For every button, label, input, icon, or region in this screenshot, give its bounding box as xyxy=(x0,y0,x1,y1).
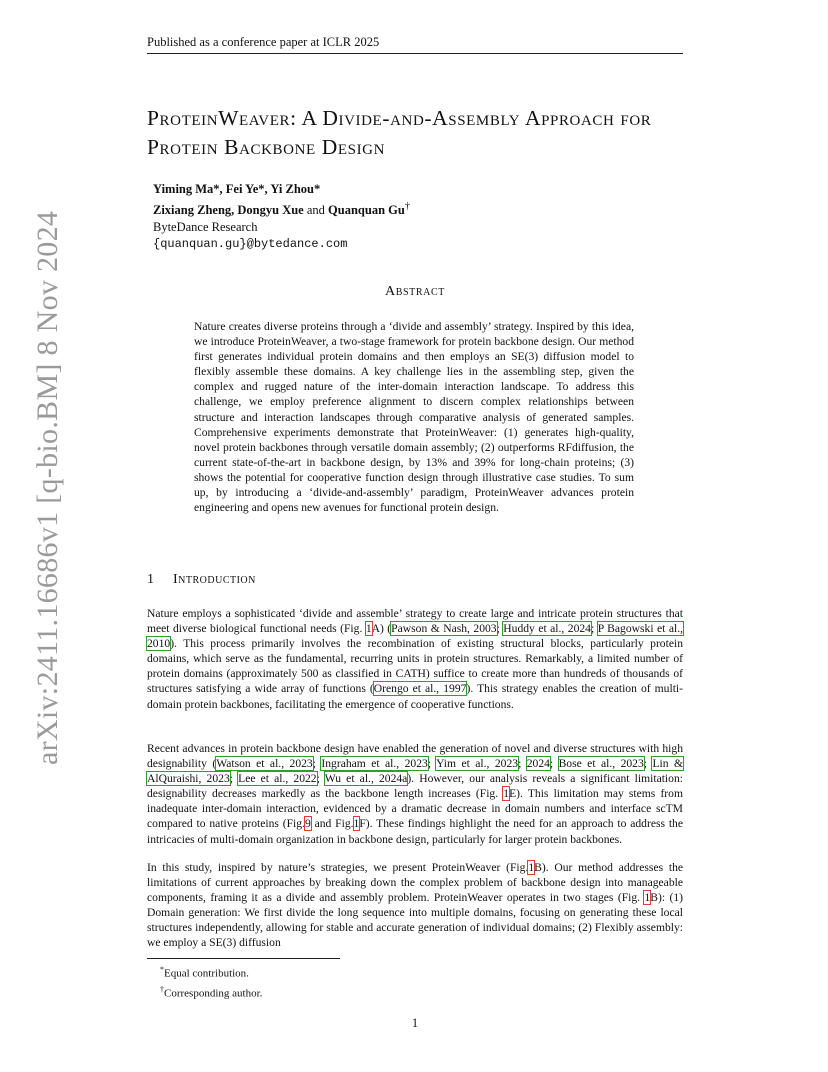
footnote-rule xyxy=(147,958,340,959)
abstract-heading: Abstract xyxy=(385,284,445,299)
figure-link[interactable]: 1 xyxy=(353,817,360,831)
footnote-equal-contribution: *Equal contribution. xyxy=(160,965,249,980)
figure-link[interactable]: 1 xyxy=(365,622,372,636)
section-heading xyxy=(147,572,683,588)
paragraph-2: Recent advances in protein backbone design have enabled the generation of novel and diverse structures with high designability (Watson et al., 2023; Ingraham et al., 2023; Yim et al., 2023; 2024; Bose et al., 2023; Lin & AlQuraishi, 2023; Lee et al., 2022; Wu et al., 2024a). However, our analysis reveals a significant limitation: designability decreases markedly as the backbone length increases (Fig. 1E). This limitation may stems from inadequate inter-domain interaction, evidenced by a dramatic decrease in domain numbers and interface scTM compared to native proteins (Fig.9 and Fig.1F). These findings highlight the need for an approach to address the intricacies of multi-domain organization in backbone design, particularly for larger protein backbones. xyxy=(147,742,683,846)
citation-link[interactable]: Ingraham et al., 2023 xyxy=(321,757,428,771)
citation-link[interactable]: Bose et al., 2023 xyxy=(558,757,644,771)
corresponding-author: Quanquan Gu xyxy=(328,203,405,218)
affiliation: ByteDance Research xyxy=(153,220,258,235)
author-names: Yiming Ma*, Fei Ye*, Yi Zhou* xyxy=(153,182,321,196)
citation-link[interactable]: P Bagowski et al., 2010 xyxy=(147,622,684,651)
author-and: and xyxy=(303,203,329,218)
dagger-mark: † xyxy=(404,201,411,212)
author-block xyxy=(153,181,573,253)
paragraph-1: Nature employs a sophisticated ‘divide and assemble’ strategy to create large and intricate protein structures that meet diverse biological functional needs (Fig. 1A) (Pawson & Nash, 2003; Huddy et al., 2024; P Bagowski et al., 2010). This process primarily involves the recombination of existing structural blocks, particularly protein domains, which serve as the fundamental, recurring units in protein structures. Remarkably, a limited number of protein domains (approximately 500 as classified in CATH) suffice to create more than hundreds of thousands of structures satisfying a wide array of functions (Orengo et al., 1997). This strategy enables the creation of multi-domain protein backbones, facilitating the emergence of cooperative functions. xyxy=(147,607,684,711)
section-number: 1 xyxy=(147,572,155,587)
running-header: Published as a conference paper at ICLR 2025 xyxy=(147,35,380,49)
figure-link[interactable]: 1 xyxy=(528,861,535,874)
header-rule xyxy=(147,53,683,54)
citation-link[interactable]: Yim et al., 2023 xyxy=(436,757,519,771)
page-number: 1 xyxy=(411,1016,419,1030)
citation-link[interactable]: Lin & AlQuraishi, 2023 xyxy=(147,757,683,786)
paper-title: ProteinWeaver: A Divide-and-Assembly Approach for Protein Backbone Design xyxy=(147,106,652,159)
citation-link[interactable]: Huddy et al., 2024 xyxy=(503,622,591,636)
citation-link[interactable]: Wu et al., 2024a xyxy=(324,772,408,786)
citation-link[interactable]: Pawson & Nash, 2003 xyxy=(391,622,497,636)
citation-link[interactable]: Lee et al., 2022 xyxy=(238,772,317,786)
citation-link[interactable]: Watson et al., 2023 xyxy=(216,757,313,771)
paragraph-3: In this study, inspired by nature’s strategies, we present ProteinWeaver (Fig.1B). Our method addresses the limitations of current approaches by breaking down the complex problem of backbone design into manageable components, framing it as a divide and assembly problem. ProteinWeaver operates in two stages (Fig. 1B): (1) Domain generation: We first divide the long sequence into multiple domains, focusing on generating these local structures independently, allowing for stable and accurate generation of individual domains; (2) Flexibly assembly: we employ a SE(3) diffusion xyxy=(147,861,684,950)
arxiv-stamp: arXiv:2411.16686v1 [q-bio.BM] 8 Nov 2024 xyxy=(31,210,64,765)
figure-link[interactable]: 9 xyxy=(304,817,311,831)
citation-link[interactable]: 2024 xyxy=(526,757,550,771)
footnotes xyxy=(160,962,560,1001)
figure-link[interactable]: 1 xyxy=(644,891,651,905)
author-names-2: Zixiang Zheng, Dongyu Xue xyxy=(153,203,304,218)
footnote-corresponding: †Corresponding author. xyxy=(160,984,263,1000)
author-line-2 xyxy=(153,198,573,219)
author-line-1 xyxy=(153,181,573,198)
citation-link[interactable]: Orengo et al., 1997 xyxy=(373,682,467,696)
email: {quanquan.gu}@bytedance.com xyxy=(153,237,348,252)
abstract-text: Nature creates diverse proteins through a ‘divide and assembly’ strategy. Inspired by this idea, we introduce ProteinWeaver, a two-stage framework for protein backbone design. Our method first generates individual protein domains and then employs an SE(3) diffusion model to flexibly assemble these domains. A key challenge lies in the assembling step, given the complex and rugged nature of the inter-domain interaction landscape. To address this challenge, we employ preference alignment to discern complex relationships between structure and interaction landscapes through comparative analysis of generated samples. Comprehensive experiments demonstrate that ProteinWeaver: (1) generates high-quality, novel protein backbones through versatile domain assembly; (2) outperforms RFdiffusion, the current state-of-the-art in backbone design, by 13% and 39% for long-chain proteins; (3) shows the potential for cooperative function design through illustrative case studies. To sum up, by introducing a ‘divide-and-assembly’ paradigm, ProteinWeaver advances protein engineering and opens new avenues for functional protein design. xyxy=(194,320,634,515)
section-title: Introduction xyxy=(173,572,256,587)
figure-link[interactable]: 1 xyxy=(503,787,510,801)
